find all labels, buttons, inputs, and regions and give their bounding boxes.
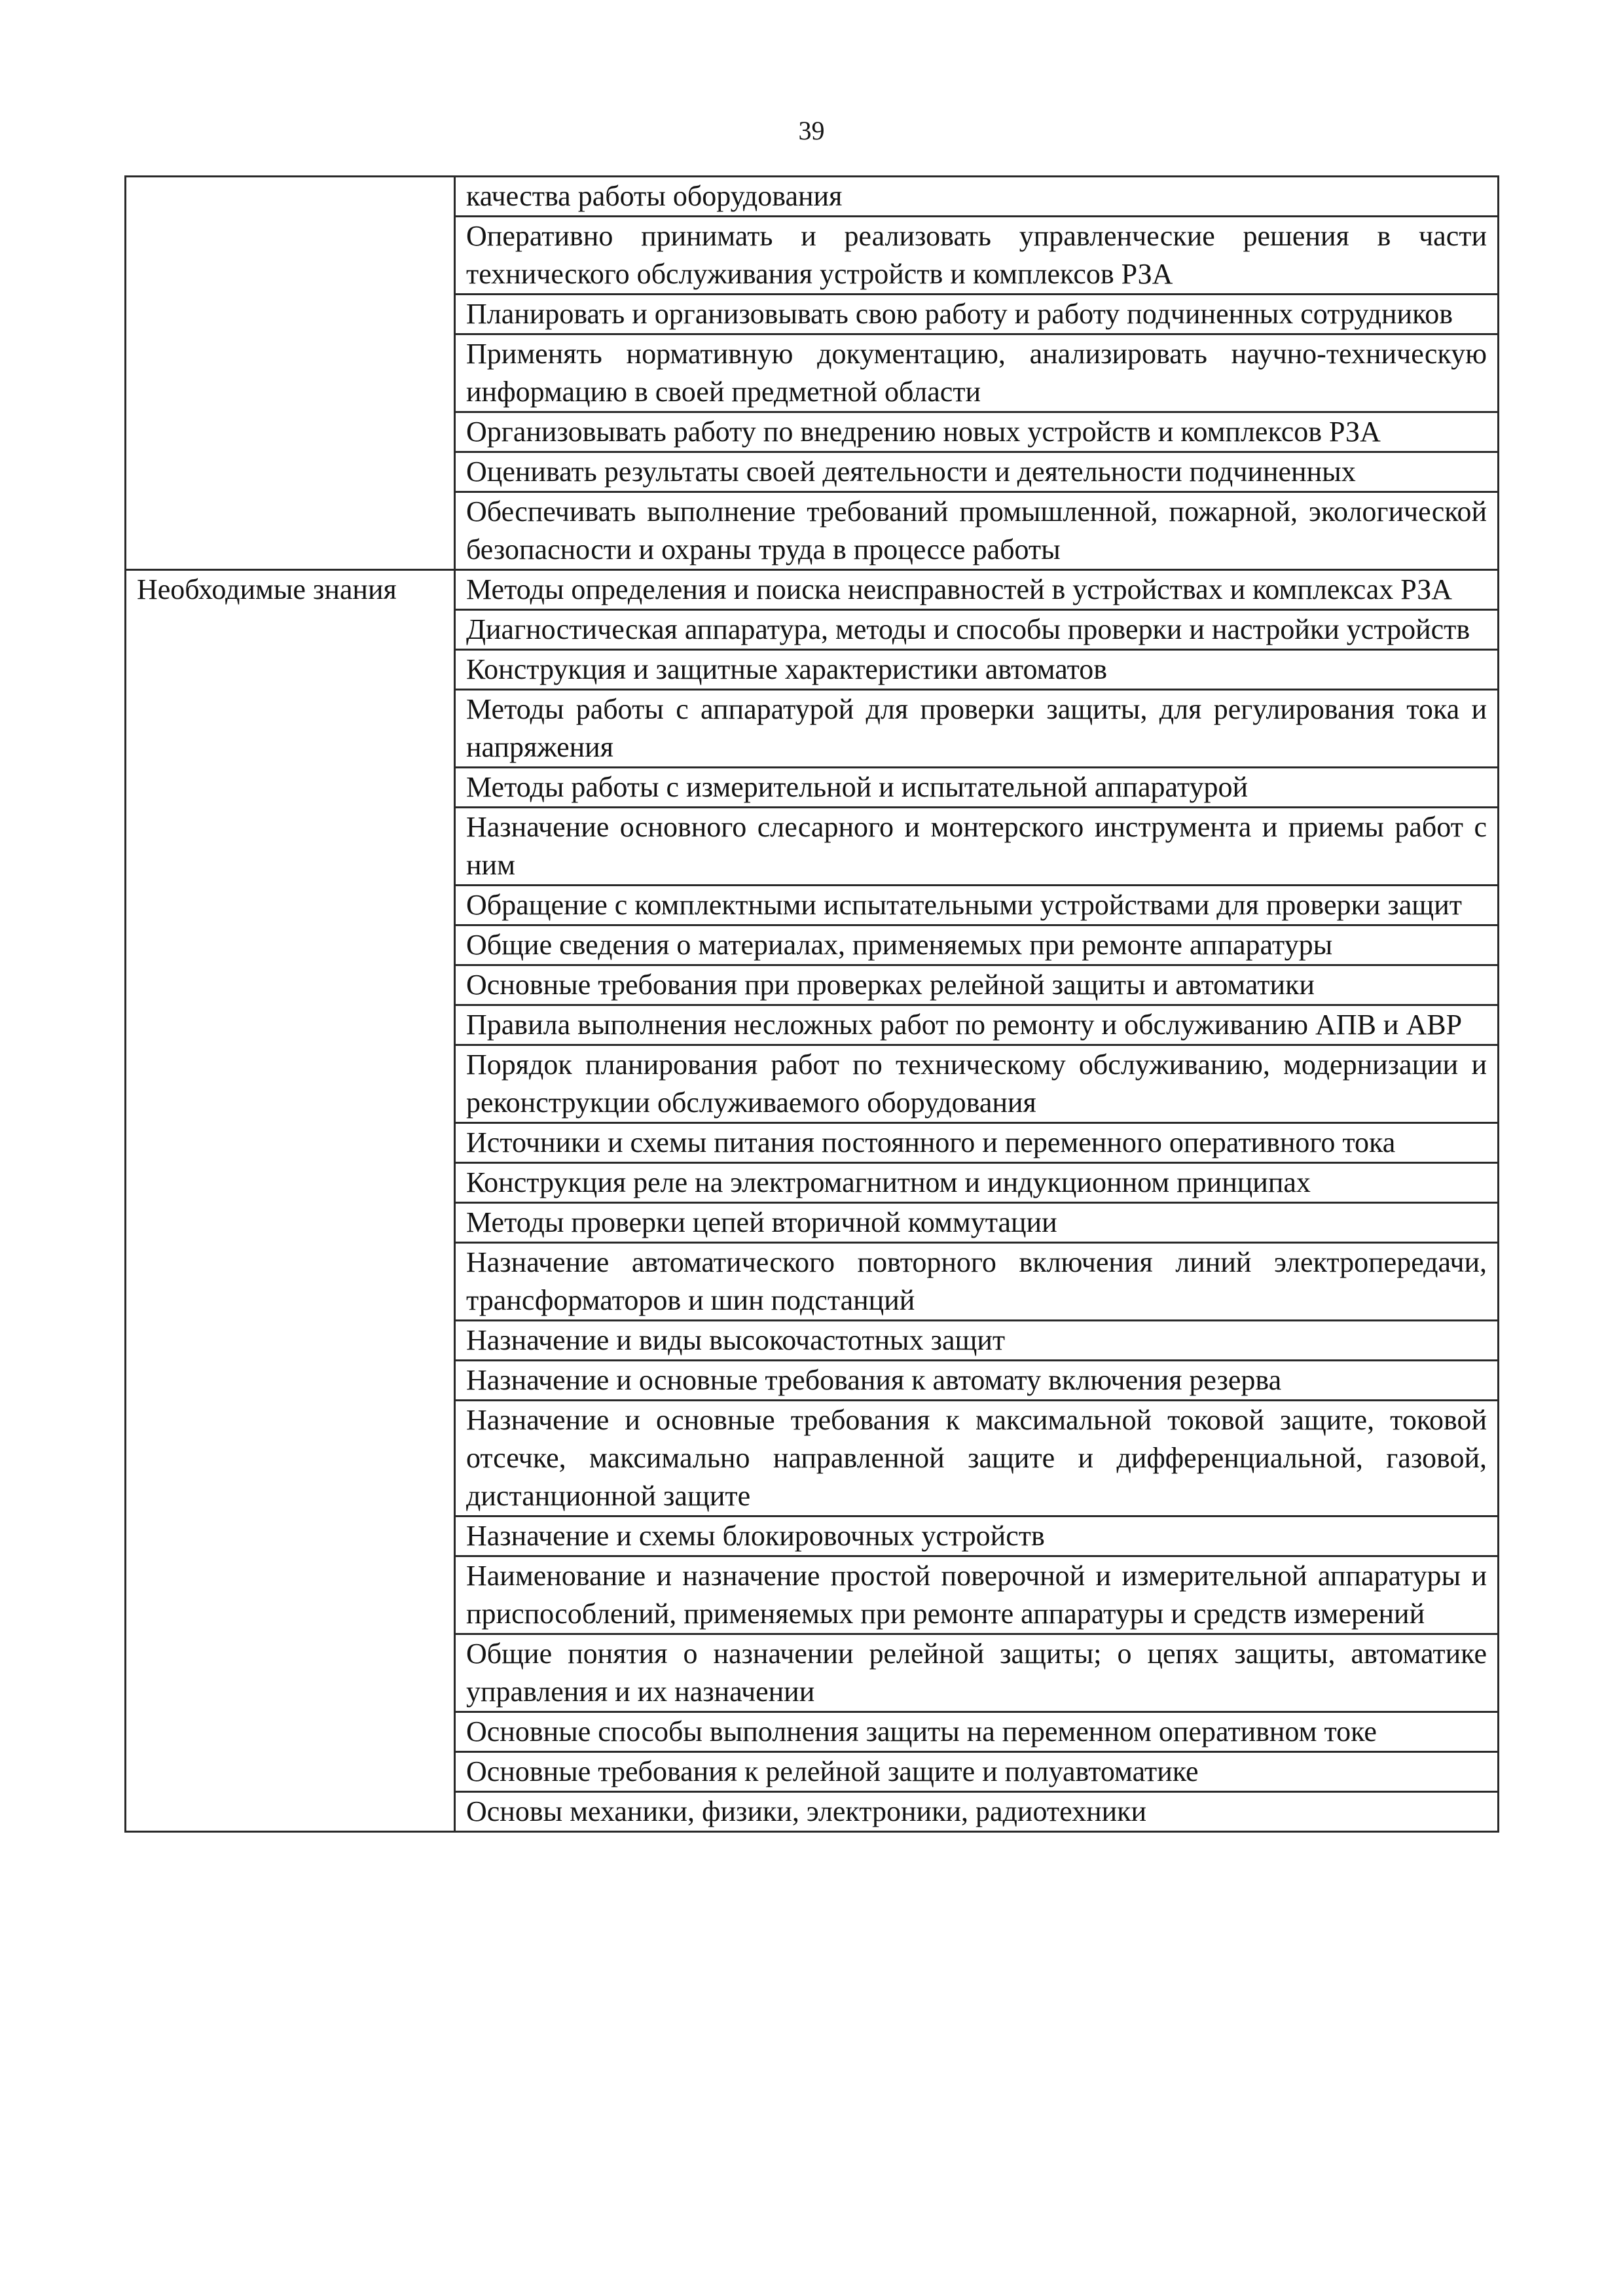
table-cell-item: Конструкция и защитные характеристики автоматов (455, 650, 1499, 690)
table-cell-item: Назначение и виды высокочастотных защит (455, 1321, 1499, 1361)
section-label-knowledge: Необходимые знания (126, 570, 455, 1832)
table-cell-item: Назначение основного слесарного и монтерского инструмента и приемы работ с ним (455, 808, 1499, 886)
page-number: 39 (798, 116, 825, 145)
table-cell-item: Планировать и организовывать свою работу и работу подчиненных сотрудников (455, 295, 1499, 334)
table-cell-item: Назначение и основные требования к максимальной токовой защите, токовой отсечке, максимально направленной защите и дифференциальной, газовой, дистанционной защите (455, 1401, 1499, 1516)
table-cell-item: Основные требования при проверках релейной защиты и автоматики (455, 965, 1499, 1005)
table-cell-item: Правила выполнения несложных работ по ремонту и обслуживанию АПВ и АВР (455, 1005, 1499, 1045)
competency-table (124, 175, 1499, 1833)
table-row (126, 570, 1499, 610)
table-cell-item: Оперативно принимать и реализовать управленческие решения в части технического обслуживания устройств и комплексов РЗА (455, 217, 1499, 295)
table-cell-item: Общие понятия о назначении релейной защиты; о цепях защиты, автоматике управления и их назначении (455, 1634, 1499, 1712)
table-cell-item: Конструкция реле на электромагнитном и индукционном принципах (455, 1163, 1499, 1203)
table-cell-item: Назначение и схемы блокировочных устройств (455, 1516, 1499, 1556)
table-cell-item: Методы работы с аппаратурой для проверки защиты, для регулирования тока и напряжения (455, 690, 1499, 768)
table-cell-item: Общие сведения о материалах, применяемых при ремонте аппаратуры (455, 925, 1499, 965)
competency-table-body (126, 177, 1499, 1832)
table-cell-item: Назначение и основные требования к автомату включения резерва (455, 1361, 1499, 1401)
table-cell-item: Оценивать результаты своей деятельности и деятельности подчиненных (455, 452, 1499, 492)
table-cell-item: Обращение с комплектными испытательными устройствами для проверки защит (455, 886, 1499, 925)
table-cell-item: Основные требования к релейной защите и полуавтоматике (455, 1752, 1499, 1792)
table-cell-item: Диагностическая аппаратура, методы и способы проверки и настройки устройств (455, 610, 1499, 650)
table-row (126, 177, 1499, 217)
table-cell-item: Методы проверки цепей вторичной коммутации (455, 1203, 1499, 1243)
table-cell-item: Методы определения и поиска неисправностей в устройствах и комплексах РЗА (455, 570, 1499, 610)
section-label-empty (126, 177, 455, 570)
table-cell-item: Назначение автоматического повторного включения линий электропередачи, трансформаторов и шин подстанций (455, 1243, 1499, 1321)
table-cell-item: Наименование и назначение простой поверочной и измерительной аппаратуры и приспособлений, применяемых при ремонте аппаратуры и средств измерений (455, 1556, 1499, 1634)
table-cell-item: Обеспечивать выполнение требований промышленной, пожарной, экологической безопасности и охраны труда в процессе работы (455, 492, 1499, 570)
table-cell-item: Методы работы с измерительной и испытательной аппаратурой (455, 768, 1499, 808)
table-cell-item: Организовывать работу по внедрению новых устройств и комплексов РЗА (455, 412, 1499, 452)
table-cell-item: Применять нормативную документацию, анализировать научно-техническую информацию в своей предметной области (455, 334, 1499, 412)
table-cell-item: Источники и схемы питания постоянного и переменного оперативного тока (455, 1123, 1499, 1163)
table-cell-item: качества работы оборудования (455, 177, 1499, 217)
table-cell-item: Основные способы выполнения защиты на переменном оперативном токе (455, 1712, 1499, 1752)
table-cell-item: Основы механики, физики, электроники, радиотехники (455, 1792, 1499, 1832)
table-cell-item: Порядок планирования работ по техническому обслуживанию, модернизации и реконструкции обслуживаемого оборудования (455, 1045, 1499, 1123)
